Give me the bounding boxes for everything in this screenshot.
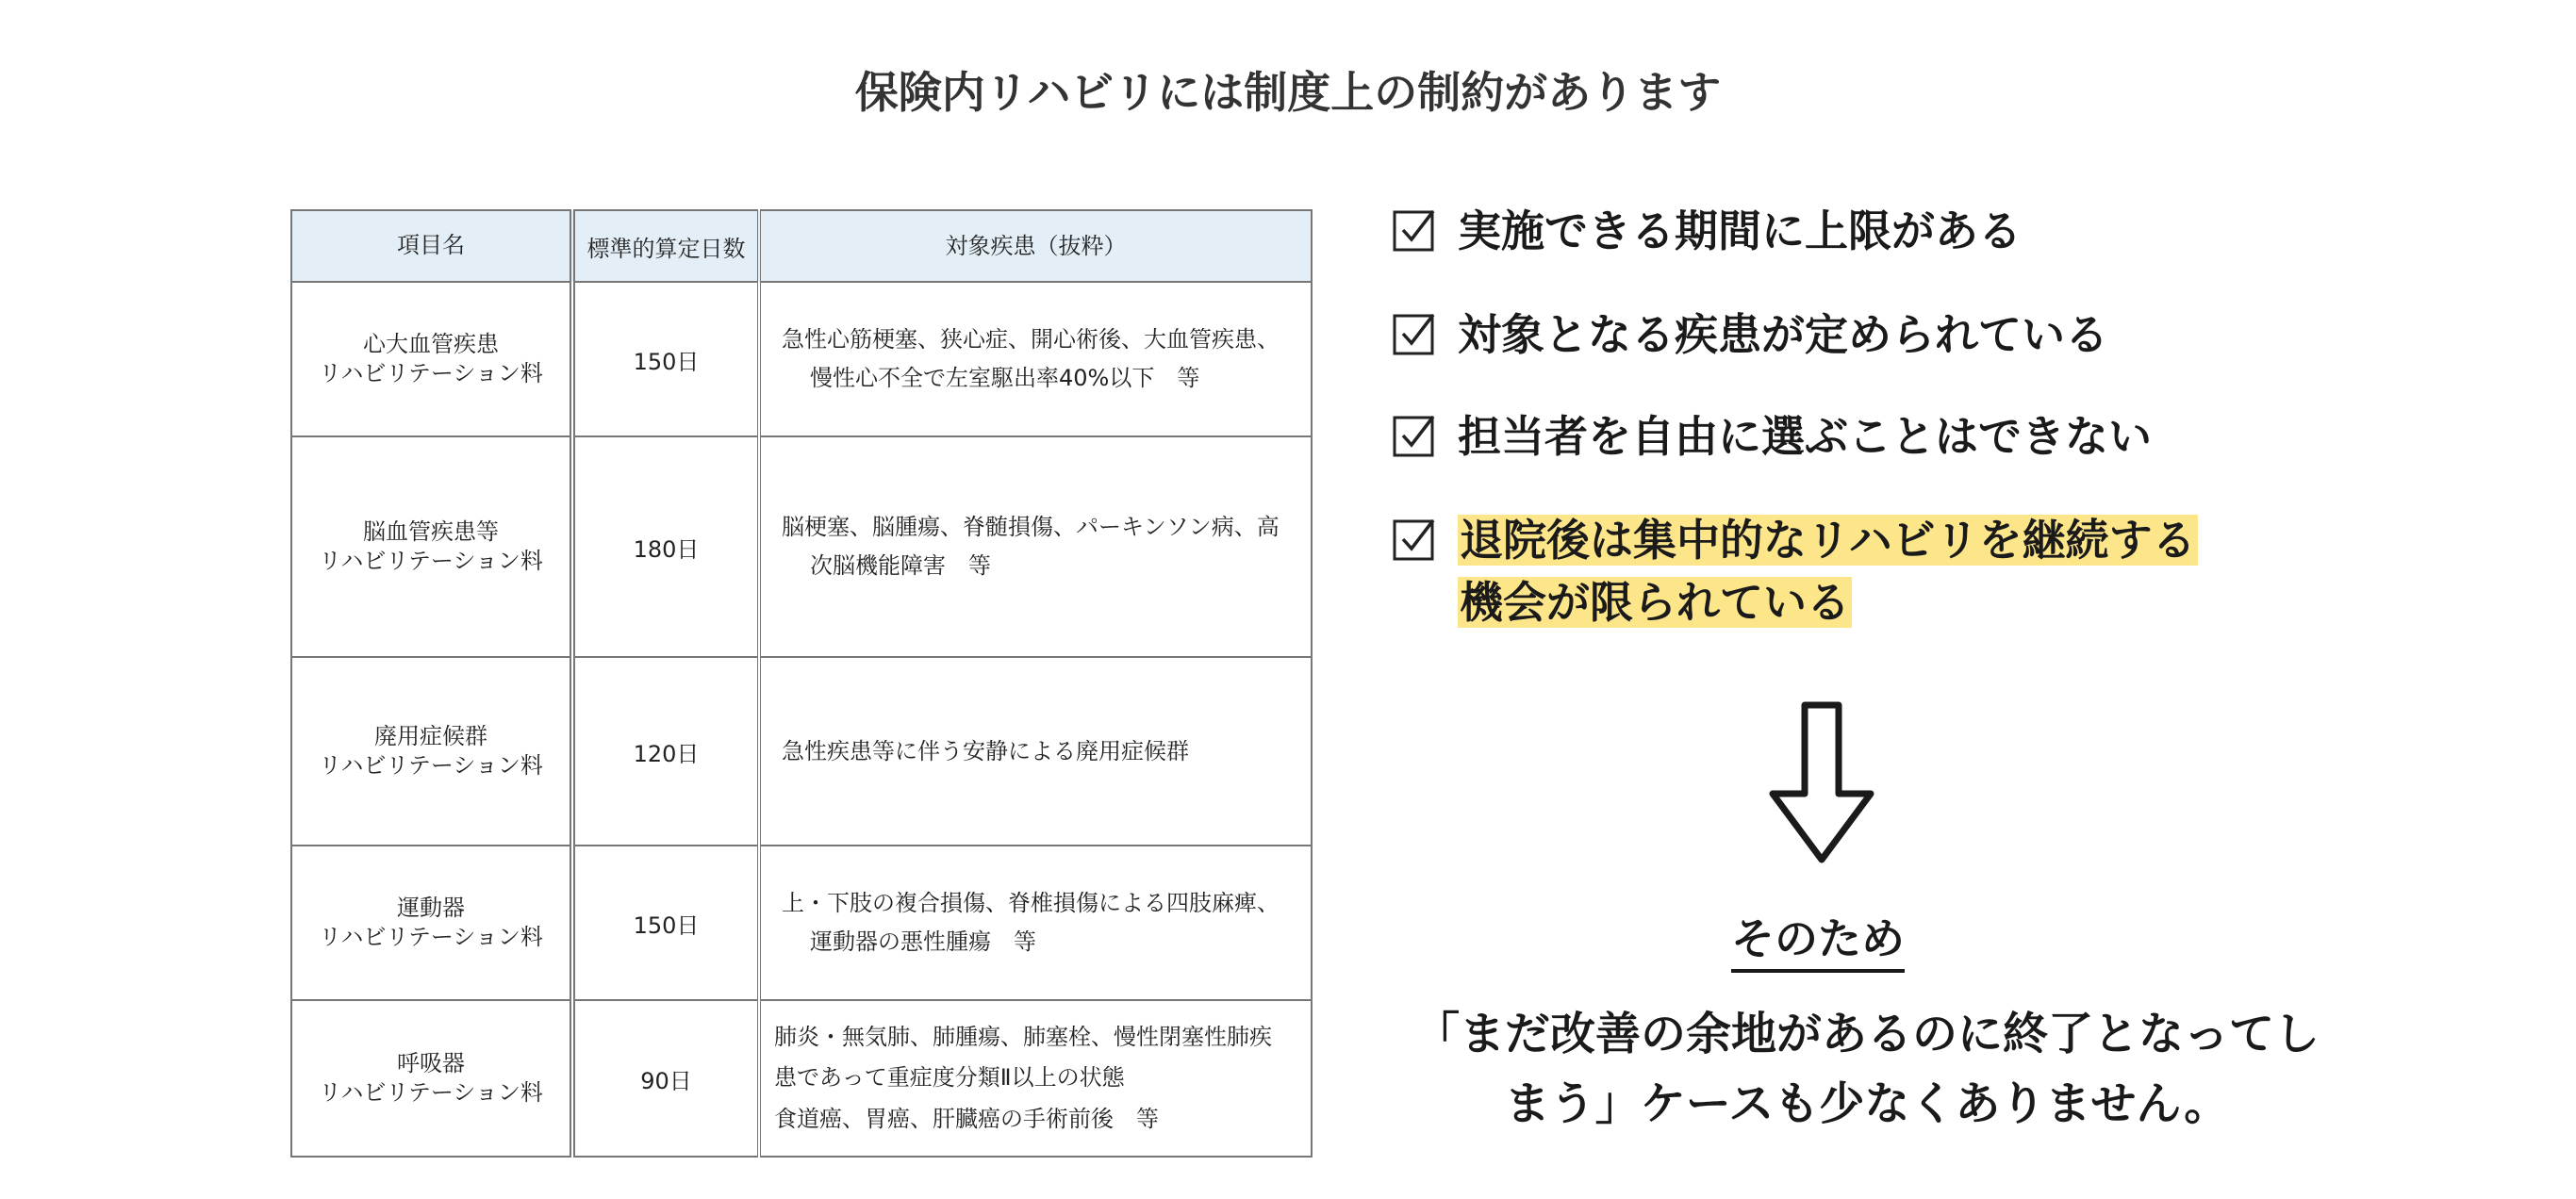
- therefore-label-wrap: [0, 905, 2576, 973]
- disease-text-line: 肺炎・無気肺、肺腫瘍、肺塞栓、慢性閉塞性肺疾: [774, 1024, 1272, 1051]
- checklist-text: [1458, 509, 2198, 633]
- item-name-line1: 廃用症候群: [374, 722, 487, 749]
- item-name-line1: 心大血管疾患: [363, 330, 499, 357]
- item-name-line2: リハビリテーション料: [319, 924, 543, 950]
- row-target-diseases: [759, 436, 1312, 657]
- row-item-name: [291, 1000, 572, 1157]
- checkbox-checked-icon: [1392, 517, 1437, 562]
- row-target-diseases: [759, 1000, 1312, 1157]
- header-item-name: 項目名: [291, 210, 572, 282]
- row-standard-days: 150日: [572, 846, 759, 1000]
- checkbox-checked-icon: [1392, 413, 1437, 458]
- checklist-text: 担当者を自由に選ぶことはできない: [1458, 411, 2152, 462]
- row-standard-days: 90日: [572, 1000, 759, 1157]
- rehab-limits-table: [290, 209, 1313, 1158]
- down-arrow-icon: [1767, 699, 1876, 867]
- highlighted-text-line2: 機会が限られている: [1460, 577, 1850, 628]
- header-target-diseases: 対象疾患（抜粋）: [759, 210, 1312, 282]
- row-target-diseases: [759, 657, 1312, 846]
- item-name-line1: 運動器: [397, 894, 465, 921]
- checklist-item: [1392, 200, 2022, 262]
- table-row: [291, 282, 1312, 436]
- checkbox-checked-icon: [1392, 207, 1437, 253]
- row-standard-days: 120日: [572, 657, 759, 846]
- checklist-item: [1392, 405, 2152, 468]
- conclusion-line1: 「まだ改善の余地があるのに終了となってし: [1413, 1008, 2320, 1060]
- table-header-row: [291, 210, 1312, 282]
- item-name-line2: リハビリテーション料: [319, 360, 543, 386]
- disease-text: 急性疾患等に伴う安静による廃用症候群: [782, 737, 1189, 764]
- table-row: [291, 1000, 1312, 1157]
- table-row: [291, 657, 1312, 846]
- table-row: [291, 436, 1312, 657]
- row-item-name: [291, 282, 572, 436]
- row-standard-days: 180日: [572, 436, 759, 657]
- disease-text-line: 食道癌、胃癌、肝臓癌の手術前後 等: [774, 1105, 1159, 1132]
- row-target-diseases: [759, 282, 1312, 436]
- conclusion-text: [1395, 999, 2338, 1139]
- item-name-line1: 呼吸器: [397, 1049, 465, 1076]
- checklist-item: [1392, 304, 2108, 366]
- row-item-name: [291, 657, 572, 846]
- checklist-item-highlighted: [1392, 509, 2198, 633]
- checkbox-checked-icon: [1392, 311, 1437, 356]
- checklist-text: 実施できる期間に上限がある: [1458, 205, 2022, 256]
- disease-text-line: 患であって重症度分類Ⅱ以上の状態: [774, 1064, 1125, 1092]
- disease-text: 脳梗塞、脳腫瘍、脊髄損傷、パーキンソン病、高次脳機能障害 等: [782, 514, 1280, 579]
- checklist-text: 対象となる疾患が定められている: [1458, 309, 2108, 360]
- item-name-line2: リハビリテーション料: [319, 548, 543, 574]
- therefore-label: そのため: [1731, 905, 1905, 973]
- item-name-line1: 脳血管疾患等: [363, 517, 499, 545]
- item-name-line2: リハビリテーション料: [319, 1079, 543, 1106]
- row-standard-days: 150日: [572, 282, 759, 436]
- header-standard-days: 標準的算定日数: [572, 210, 759, 282]
- item-name-line2: リハビリテーション料: [319, 752, 543, 779]
- conclusion-line2: まう」ケースも少なくありません。: [1504, 1077, 2230, 1130]
- disease-text: 急性心筋梗塞、狭心症、開心術後、大血管疾患、慢性心不全で左室駆出率40%以下 等: [782, 326, 1280, 391]
- row-item-name: [291, 436, 572, 657]
- page-title: 保険内リハビリには制度上の制約があります: [854, 67, 1722, 118]
- highlighted-text-line1: 退院後は集中的なリハビリを継続する: [1460, 515, 2196, 566]
- disease-text: 上・下肢の複合損傷、脊椎損傷による四肢麻痺、運動器の悪性腫瘍 等: [782, 890, 1280, 955]
